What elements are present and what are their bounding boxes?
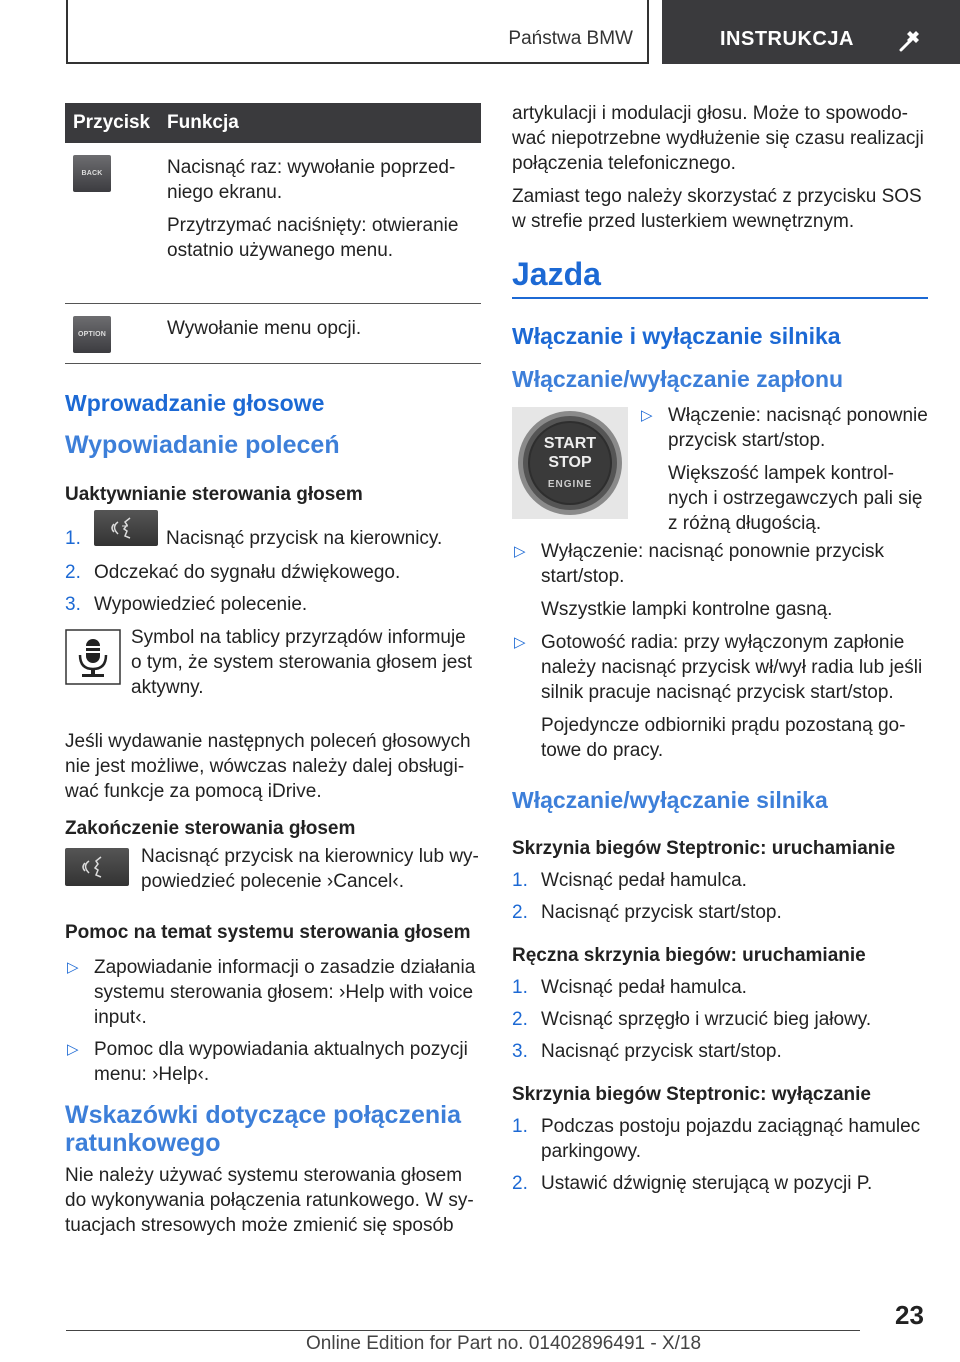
table-header-row [65, 103, 481, 143]
button-function-table [65, 103, 481, 364]
list-item [512, 868, 928, 893]
header-section-box[interactable] [662, 0, 960, 64]
list-item [65, 592, 481, 617]
voice-active-symbol-icon [65, 629, 121, 685]
heading-ignition: Włączanie/wyłączanie zapłonu [512, 366, 844, 392]
end-voice-text: Nacisnąć przycisk na kierownicy lub wy-powiedzieć polecenie ›Cancel‹. [141, 845, 479, 892]
step-text: Nacisnąć przycisk start/stop. [541, 902, 782, 923]
heading-emergency: Wskazówki dotyczące połączenia ratunkowego [65, 1100, 461, 1157]
ignition-item-text: Włączenie: nacisnąć ponownie przycisk start/stop. [668, 405, 928, 451]
ignition-item-sub: Większość lampek kontrol-nych i ostrzegawczych pali się z różną długością. [668, 463, 923, 534]
ignition-item-text: Gotowość radia: przy wyłączonym zapłonie należy nacisnąć przycisk wł/wył radia lub jeśli silnik pracuje nacisnąć przycisk start/stop. [541, 632, 923, 703]
step-number: 3. [65, 593, 81, 615]
list-item [512, 630, 928, 763]
heading-manual-start: Ręczna skrzynia biegów: uruchamianie [512, 945, 866, 966]
footer-rule [66, 1330, 860, 1331]
list-item [512, 1039, 928, 1064]
list-item [65, 518, 481, 558]
heading-drive: Jazda [512, 256, 601, 292]
list-item [65, 1037, 481, 1087]
table-header-button: Przycisk [65, 103, 159, 143]
list-item [512, 975, 928, 1000]
help-item-text: Pomoc dla wypowiadania aktualnych pozycji menu: ›Help‹. [94, 1038, 468, 1085]
list-item [639, 403, 928, 536]
function-text: Przytrzymać naciśnięty: otwieranie ostatnio używanego menu. [167, 215, 459, 261]
voice-symbol-note [65, 625, 481, 715]
ignition-block [512, 403, 928, 534]
table-cell-function [159, 143, 481, 303]
help-list [65, 955, 481, 1087]
ignition-item-sub: Pojedyncze odbiorniki prądu pozostaną go-towe do pracy. [541, 715, 906, 761]
heading-engine-onoff: Włączanie/wyłączanie silnika [512, 787, 828, 813]
ignition-item-sub: Wszystkie lampki kontrolne gasną. [541, 599, 833, 620]
steptronic-stop-steps [512, 1114, 928, 1196]
table-cell-function [159, 303, 481, 363]
right-column [512, 101, 928, 1196]
list-item [512, 1114, 928, 1164]
footer-edition[interactable]: Online Edition for Part no. 01402896491 - X/18 [306, 1333, 702, 1354]
step-text: Wcisnąć pedał hamulca. [541, 977, 747, 998]
step-text: Wcisnąć pedał hamulca. [541, 870, 747, 891]
voice-button-icon [94, 510, 158, 546]
function-text: Nacisnąć raz: wywołanie poprzed-niego ekranu. [167, 157, 456, 203]
table-cell-icon [65, 303, 159, 363]
header-section-title: INSTRUKCJA [720, 28, 854, 50]
heading-commands: Wypowiadanie poleceń [65, 430, 340, 459]
list-item [512, 1007, 928, 1032]
triangle-bullet-icon: ▷ [641, 407, 653, 424]
step-number: 2. [512, 1009, 528, 1030]
heading-activate: Uaktywnianie sterowania głosem [65, 483, 363, 505]
heading-engine-switch: Włączanie i wyłączanie silnika [512, 323, 841, 349]
chapter-heading-box [512, 256, 928, 299]
option-key-icon: OPTION [73, 316, 111, 353]
ignition-on-list [639, 403, 928, 536]
heading-steptronic-stop: Skrzynia biegów Steptronic: wyłączanie [512, 1084, 871, 1105]
page-number: 23 [895, 1300, 924, 1330]
step-number: 1. [512, 870, 528, 891]
step-text: Odczekać do sygnału dźwiękowego. [94, 561, 401, 583]
start-label: START [543, 435, 597, 452]
step-number: 3. [512, 1041, 528, 1062]
list-item [512, 1171, 928, 1196]
list-item [512, 539, 928, 622]
step-number: 2. [512, 1173, 528, 1194]
table-row [65, 303, 481, 363]
triangle-bullet-icon: ▷ [67, 958, 79, 976]
header-brand[interactable]: Państwa BMW [508, 28, 633, 49]
left-column [65, 103, 481, 1238]
step-number: 2. [65, 561, 81, 583]
triangle-bullet-icon: ▷ [67, 1040, 79, 1058]
step-number: 1. [512, 1116, 528, 1137]
heading-end-voice: Zakończenie sterowania głosem [65, 817, 356, 839]
list-item [65, 560, 481, 585]
manual-start-steps [512, 975, 928, 1064]
step-text: Ustawić dźwignię sterującą w pozycji P. [541, 1173, 873, 1194]
step-text: Wcisnąć sprzęgło i wrzucić bieg jałowy. [541, 1009, 872, 1030]
quick-action-icon [898, 26, 924, 52]
list-item [512, 900, 928, 925]
step-text: Wypowiedzieć polecenie. [94, 593, 308, 615]
heading-voice-input: Wprowadzanie głosowe [65, 389, 325, 416]
emergency-text: Nie należy używać systemu sterowania głosem do wykonywania połączenia ratunkowego. W sy-tuacjach stresowych może zmienić się sposób [65, 1164, 474, 1236]
voice-button-icon [65, 848, 129, 886]
back-key-icon: BACK [73, 155, 111, 192]
list-item [65, 955, 481, 1030]
continued-text: artykulacji i modulacji głosu. Może to spowodo-wać niepotrzebne wydłużenie się czasu realizacji połączenia telefonicznego. [512, 103, 924, 174]
step-text: Nacisnąć przycisk start/stop. [541, 1041, 782, 1062]
ignition-list [512, 539, 928, 763]
stop-label: STOP [548, 454, 592, 471]
table-row [65, 143, 481, 303]
table-header-function: Funkcja [159, 103, 481, 143]
step-number: 1. [65, 527, 81, 549]
sos-text: Zamiast tego należy skorzystać z przycisku SOS w strefie przed lusterkiem wewnętrznym. [512, 186, 922, 232]
start-stop-image [512, 407, 628, 519]
paragraph-next-commands: Jeśli wydawanie następnych poleceń głosowych nie jest możliwe, wówczas należy dalej obsługi-wać funkcje za pomocą iDrive. [65, 730, 471, 802]
activation-steps [65, 518, 481, 617]
engine-label: ENGINE [547, 479, 593, 490]
triangle-bullet-icon: ▷ [514, 543, 526, 560]
steptronic-start-steps [512, 868, 928, 925]
step-number: 2. [512, 902, 528, 923]
step-number: 1. [512, 977, 528, 998]
header-brand-box [66, 0, 649, 64]
step-text: Podczas postoju pojazdu zaciągnąć hamulec parkingowy. [541, 1116, 921, 1162]
ignition-item-text: Wyłączenie: nacisnąć ponownie przycisk start/stop. [541, 541, 885, 587]
triangle-bullet-icon: ▷ [514, 634, 526, 651]
symbol-note-text: Symbol na tablicy przyrządów informuje o tym, że system sterowania głosem jest aktywny. [131, 626, 473, 698]
end-voice-block [65, 844, 481, 900]
heading-steptronic-start: Skrzynia biegów Steptronic: uruchamianie [512, 838, 896, 859]
table-cell-icon [65, 143, 159, 303]
heading-help: Pomoc na temat systemu sterowania głosem [65, 921, 471, 943]
step-text: Nacisnąć przycisk na kierownicy. [166, 527, 443, 549]
help-item-text: Zapowiadanie informacji o zasadzie działania systemu sterowania głosem: ›Help with voice input‹. [94, 956, 476, 1028]
function-text: Wywołanie menu opcji. [167, 317, 362, 339]
